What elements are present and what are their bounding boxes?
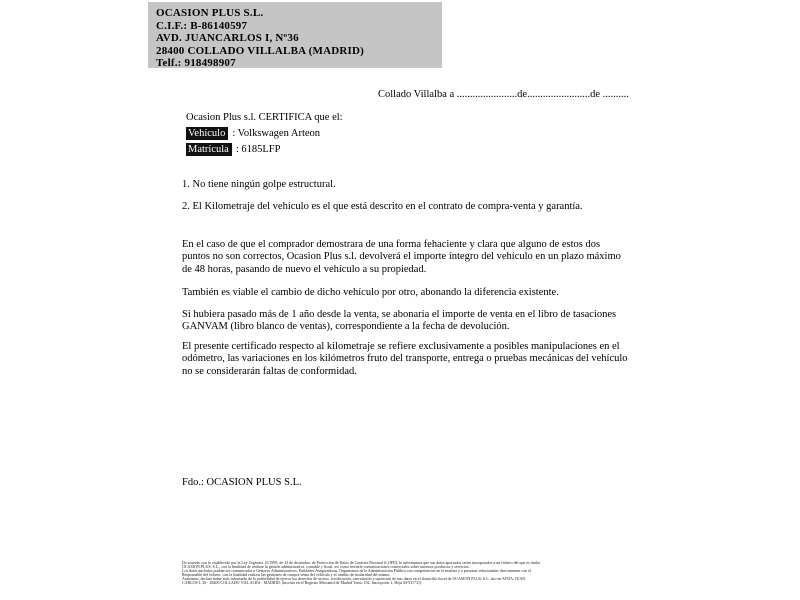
plate-label: Matrícula	[186, 143, 232, 156]
paragraph-ganvam: Si hubiera pasado más de 1 año desde la venta, se abonaría el importe de venta en el libro de tasaciones GANVAM (libro blanco de ventas), correspondiente a la fecha de devolución.	[182, 309, 617, 333]
legal-footer-line: Responsable del fichero, con la finalidad realizar las gestiones de compra venta del vehículo y el cambio de titularidad del mismo.	[182, 573, 391, 578]
plate-line	[186, 144, 280, 155]
paragraph-refund: En el caso de que el comprador demostrara de una forma fehaciente y clara que alguno de estos dos puntos no son correctos, Ocasion Plus s.l. devolverá el importe íntegro del vehículo en un plazo máximo de 48 horas, pasando de nuevo el vehículo a su propiedad.	[182, 239, 621, 275]
legal-footer-line: OCASIÓN PLUS, S.L., con la finalidad de realizar la gestión administrativa, contable y fiscal, así como enviarle comunicaciones comerciales sobre nuestros productos y servicios.	[182, 565, 470, 570]
letterhead	[148, 2, 442, 68]
date-line: Collado Villalba a .......................de........................de ..........	[378, 89, 629, 100]
certificate-point-1: 1. No tiene ningún golpe estructural.	[182, 179, 336, 190]
legal-footer-line: Los datos anclados podrán ser comunicados a Gestores Administrativos, Entidades Aseguradoras, Organismos de la Administración Pública con competencias en la materia y a personas relacionadas directamente con el	[182, 569, 532, 574]
legal-footer-line: CARLOS I, 36 - 28400 COLLADO VILLALBA - MADRID. (inscrita en el Registro Mercantil de Madrid Tomo 194, Inscripción 1, Hoja M-511731)	[182, 581, 422, 586]
paragraph-exchange: También es viable el cambio de dicho vehículo por otro, abonando la diferencia existente.	[182, 287, 559, 298]
signature-line: Fdo.: OCASION PLUS S.L.	[182, 477, 302, 488]
paragraph-odometer: El presente certificado respecto al kilometraje se refiere exclusivamente a posibles manipulaciones en el odómetro, las variaciones en los kilómetros fruto del transporte, entrega o pruebas mecánicas del vehículo no se considerarán faltas de conformidad.	[182, 341, 628, 377]
legal-footer-line: Asimismo, declara haber sido informado de la posibilidad de ejercer los derechos de acceso, rectificación, cancelación y oposición de mis datos en el domicilio fiscal de OCASIÓN PLUS, S.L. sito en AVDA. JUAN	[182, 577, 526, 582]
legal-footer	[182, 561, 764, 586]
legal-footer-line: De acuerdo con lo establecido por la Ley Orgánica 15/1999, de 13 de diciembre, de Protección de Datos de Carácter Personal (LOPD), le informamos que sus datos aportados serán incorporados a un fichero del que es titular	[182, 561, 541, 565]
company-phone: Telf.: 918498907	[156, 57, 236, 69]
plate-value: : 6185LFP	[235, 144, 281, 155]
company-name: OCASION PLUS S.L.	[156, 7, 264, 19]
company-city: 28400 COLLADO VILLALBA (MADRID)	[156, 44, 364, 57]
vehicle-value: : Volkswagen Arteon	[232, 128, 321, 139]
certificate-point-2: 2. El Kilometraje del vehículo es el que está descrito en el contrato de compra-venta y garantía.	[182, 201, 583, 212]
certifies-line: Ocasion Plus s.l. CERTIFICA que el:	[186, 112, 343, 123]
company-cif: C.I.F.: B-86140597	[156, 19, 248, 32]
vehicle-line	[186, 128, 320, 139]
company-address: AVD. JUANCARLOS I, Nº36	[156, 32, 299, 44]
vehicle-label: Vehículo	[186, 127, 228, 140]
